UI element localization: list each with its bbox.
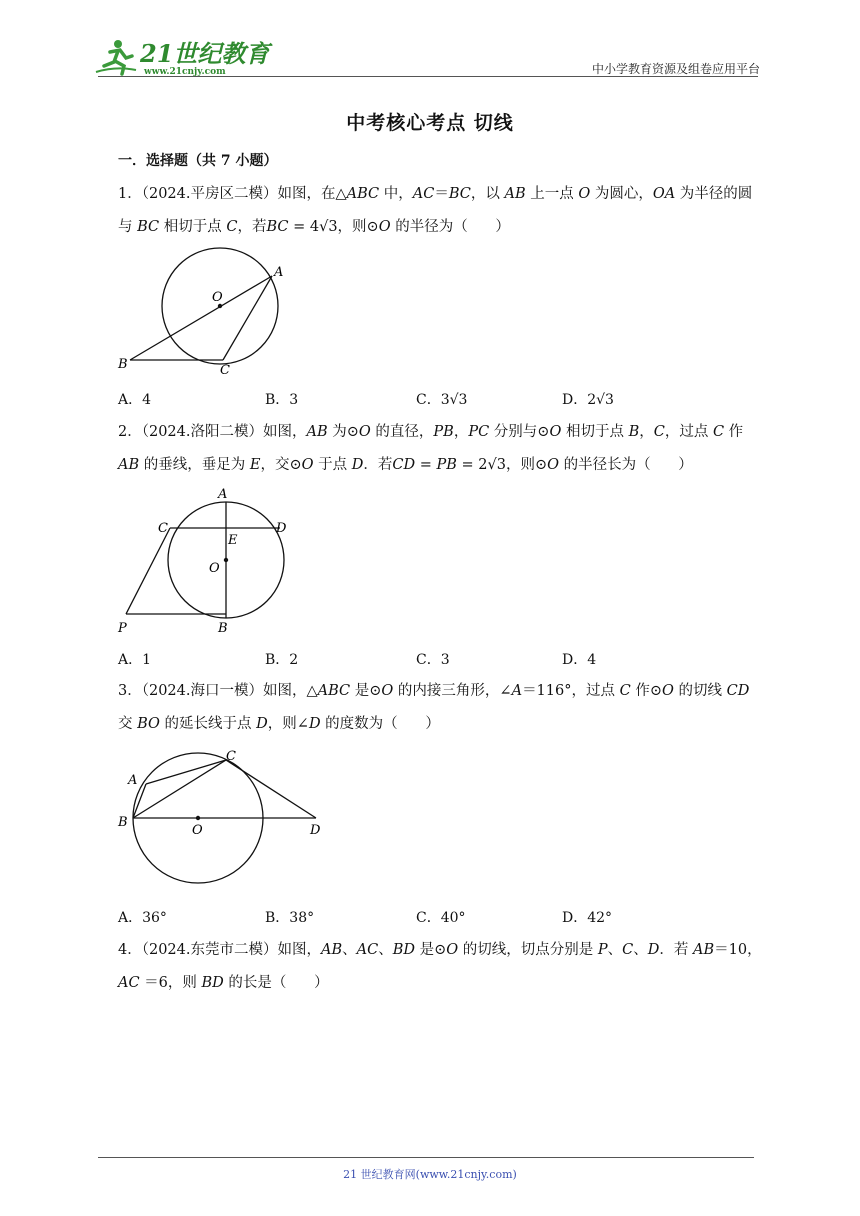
question-1: 1．（2024.平房区二模）如图，在△ABC 中，AC＝BC，以 AB 上一点 O 为圆心，OA 为半径的圆与 BC 相切于点 C，若BC = 4√3，则⊙O 的半径为（ ） — [118, 186, 753, 235]
svg-text:C: C — [158, 521, 168, 536]
svg-text:C: C — [226, 749, 236, 764]
footer-divider — [98, 1157, 754, 1158]
question-number: 3． — [118, 683, 142, 699]
svg-text:O: O — [209, 561, 220, 576]
svg-text:A: A — [128, 773, 138, 788]
question-2: 2．（2024.洛阳二模）如图，AB 为⊙O 的直径，PB，PC 分别与⊙O 相切于点 B，C，过点 C 作 AB 的垂线，垂足为 E，交⊙O 于点 D．若CD = PB = 2√3，则⊙O 的半径长为（ ） — [118, 424, 744, 473]
question-4: 4．（2024.东莞市二模）如图，AB、AC、BD 是⊙O 的切线，切点分别是 P、C、D．若 AB＝10，AC ＝6，则 BD 的长是（ ） — [118, 942, 762, 991]
svg-text:O: O — [212, 290, 223, 305]
header-divider — [98, 76, 758, 77]
option-b: B．38° — [265, 910, 315, 926]
question-number: 4． — [118, 942, 142, 958]
option-b: B．2 — [265, 652, 299, 668]
svg-text:A: A — [274, 265, 284, 280]
svg-text:A: A — [218, 487, 228, 502]
logo-text: 21世纪教育 — [140, 39, 270, 68]
option-c: C．40° — [416, 910, 466, 926]
page-title: 中考核心考点 切线 — [346, 112, 514, 134]
logo-url: www.21cnjy.com — [144, 67, 226, 77]
question-source: （2024.东莞市二模） — [141, 942, 278, 958]
section-heading: 一．选择题（共 7 小题） — [118, 153, 278, 169]
svg-text:D: D — [276, 521, 287, 536]
option-d: D．4 — [562, 652, 597, 668]
option-a: A．36° — [118, 910, 167, 926]
question-source: （2024.平房区二模） — [141, 186, 278, 202]
option-d: D．42° — [562, 910, 613, 926]
question-3: 3．（2024.海口一模）如图，△ABC 是⊙O 的内接三角形，∠A＝116°，过点 C 作⊙O 的切线 CD 交 BO 的延长线于点 D，则∠D 的度数为（ ） — [118, 683, 750, 732]
site-name: 中小学教育资源及组卷应用平台 — [591, 62, 760, 76]
footer-link[interactable]: 21 世纪教育网(www.21cnjy.com) — [343, 1168, 517, 1181]
logo — [96, 36, 270, 78]
svg-text:B: B — [118, 357, 128, 372]
figure-1 — [110, 244, 300, 380]
question-number: 2． — [118, 424, 142, 440]
svg-text:O: O — [192, 823, 203, 838]
svg-text:B: B — [118, 815, 128, 830]
option-d: D．2√3 — [562, 392, 614, 408]
svg-text:C: C — [220, 363, 230, 378]
svg-text:D: D — [310, 823, 321, 838]
option-a: A．1 — [118, 652, 152, 668]
question-source: （2024.洛阳二模） — [141, 424, 263, 440]
svg-text:E: E — [228, 533, 238, 548]
figure-2 — [112, 484, 302, 634]
option-c: C．3 — [416, 652, 450, 668]
question-source: （2024.海口一模） — [141, 683, 263, 699]
runner-icon — [96, 40, 136, 74]
option-a: A．4 — [118, 392, 152, 408]
option-b: B．3 — [265, 392, 299, 408]
svg-text:P: P — [118, 621, 127, 636]
svg-text:B: B — [218, 621, 228, 636]
question-number: 1． — [118, 186, 142, 202]
option-c: C．3√3 — [416, 392, 468, 408]
figure-3 — [112, 744, 332, 894]
